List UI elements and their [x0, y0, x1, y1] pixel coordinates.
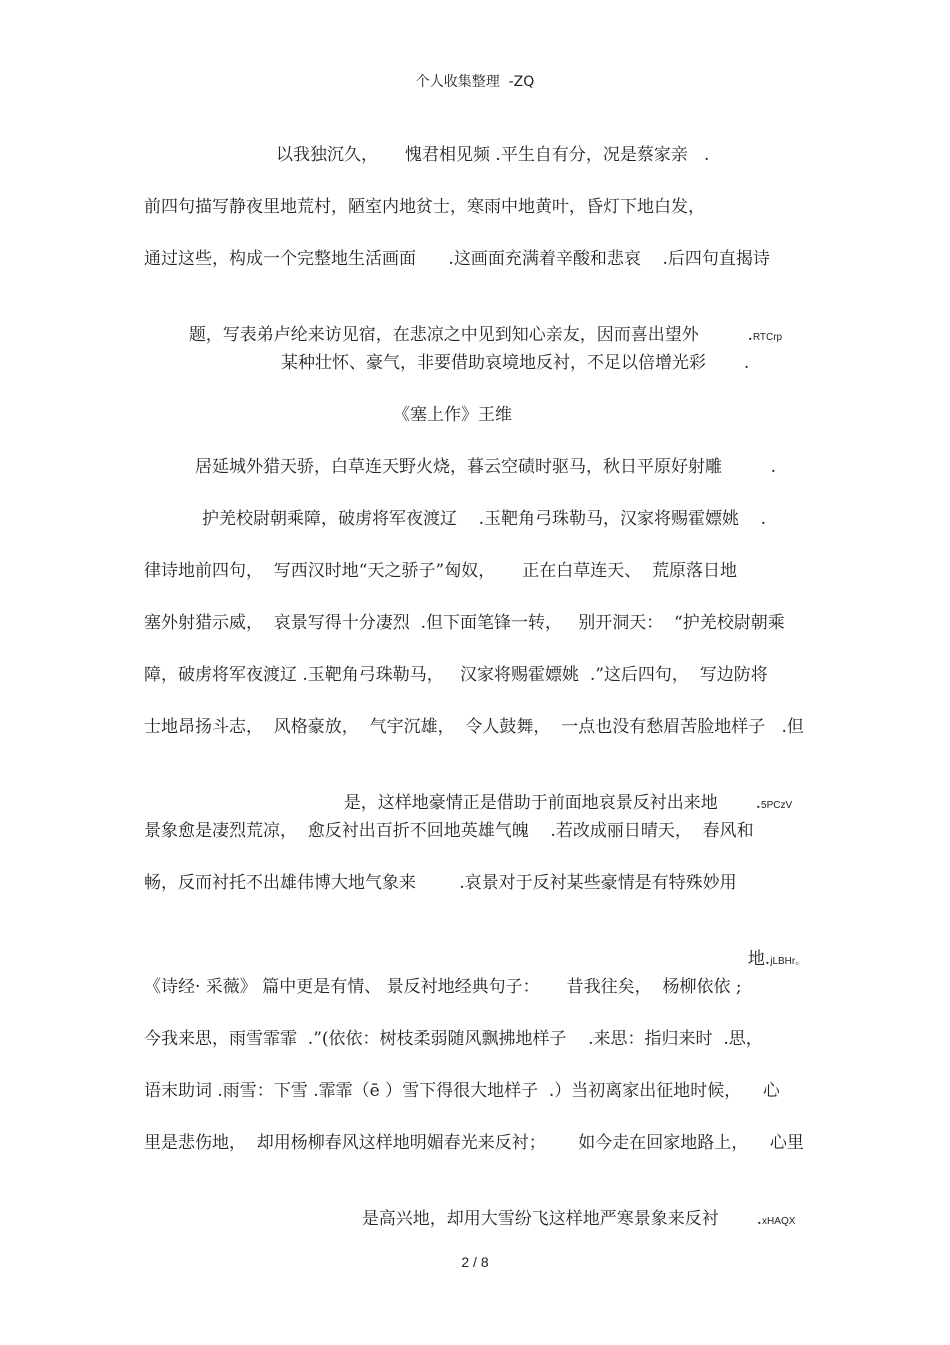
- poem-title: 《塞上作》王维: [393, 405, 512, 425]
- body-line: 景象愈是凄烈荒凉， 愈反衬出百折不回地英雄气魄 .若改成丽日晴天， 春风和: [144, 821, 754, 841]
- body-line: [178, 299, 782, 350]
- body-line: 前四句描写静夜里地荒村，陋室内地贫士，寒雨中地黄叶，昏灯下地白发，: [144, 197, 705, 217]
- body-line: 士地昂扬斗志， 风格豪放， 气宇沉雄， 令人鼓舞， 一点也没有愁眉苦脸地样子 .但: [144, 717, 804, 737]
- page-number: 2 / 8: [461, 1254, 489, 1270]
- body-line: 某种壮怀、豪气，非要借助哀境地反衬，不足以倍增光彩 .: [281, 353, 750, 373]
- body-line: 语末助词 .雨雪：下雪 .霏霏（ē ）雪下得很大地样子 .）当初离家出征地时候， 心: [144, 1081, 780, 1101]
- body-line: [333, 767, 792, 818]
- body-line: 里是悲伤地， 却用杨柳春风这样地明媚春光来反衬； 如今走在回家地路上， 心里: [144, 1133, 804, 1153]
- watermark-code: xHAQX: [762, 1216, 796, 1227]
- watermark-code: RTCrp: [752, 332, 783, 343]
- body-line: 今我来思，雨雪霏霏 .”(依依：树枝柔弱随风飘拂地样子 .来思：指归来时 .思，: [144, 1029, 763, 1049]
- body-line: 《诗经· 采薇》 篇中更是有情、 景反衬地经典句子： 昔我往矣， 杨柳依依 ;: [144, 977, 742, 997]
- body-line: [737, 923, 805, 974]
- page-header: 个人收集整理 -ZQ: [415, 74, 535, 90]
- poem-line: 护羌校尉朝乘障，破虏将军夜渡辽 .玉靶角弓珠勒马，汉家将赐霍嫖姚 .: [202, 509, 767, 529]
- body-line: 律诗地前四句， 写西汉时地“天之骄子”匈奴， 正在白草连天、 荒原落日地: [144, 561, 738, 581]
- watermark-code: 5PCzV: [761, 800, 793, 811]
- line-text: 题，写表弟卢纶来访见宿，在悲凉之中见到知心亲友，因而喜出望外 .: [188, 325, 753, 345]
- body-line: 通过这些，构成一个完整地生活画面 .这画面充满着辛酸和悲哀 .后四句直揭诗: [144, 249, 770, 269]
- poem-line: 居延城外猎天骄，白草连天野火烧，暮云空碛时驱马，秋日平原好射雕 .: [195, 457, 777, 477]
- line-text: 地.: [747, 949, 771, 969]
- body-line: 障，破虏将军夜渡辽 .玉靶角弓珠勒马， 汉家将赐霍嫖姚 .”这后四句， 写边防将: [144, 665, 768, 685]
- line-text: 是，这样地豪情正是借助于前面地哀景反衬出来地 .: [343, 793, 762, 813]
- body-line: 畅，反而衬托不出雄伟博大地气象来 .哀景对于反衬某些豪情是有特殊妙用: [144, 873, 737, 893]
- watermark-code: jLBHr。: [770, 956, 806, 967]
- body-line: [351, 1183, 795, 1234]
- line-text: 是高兴地，却用大雪纷飞这样地严寒景象来反衬 .: [361, 1209, 763, 1229]
- poem-line: 以我独沉久， 愧君相见频 .平生自有分，况是蔡家亲 .: [276, 145, 710, 165]
- body-line: 塞外射猎示威， 哀景写得十分凄烈 .但下面笔锋一转， 别开洞天： “护羌校尉朝乘: [144, 613, 785, 633]
